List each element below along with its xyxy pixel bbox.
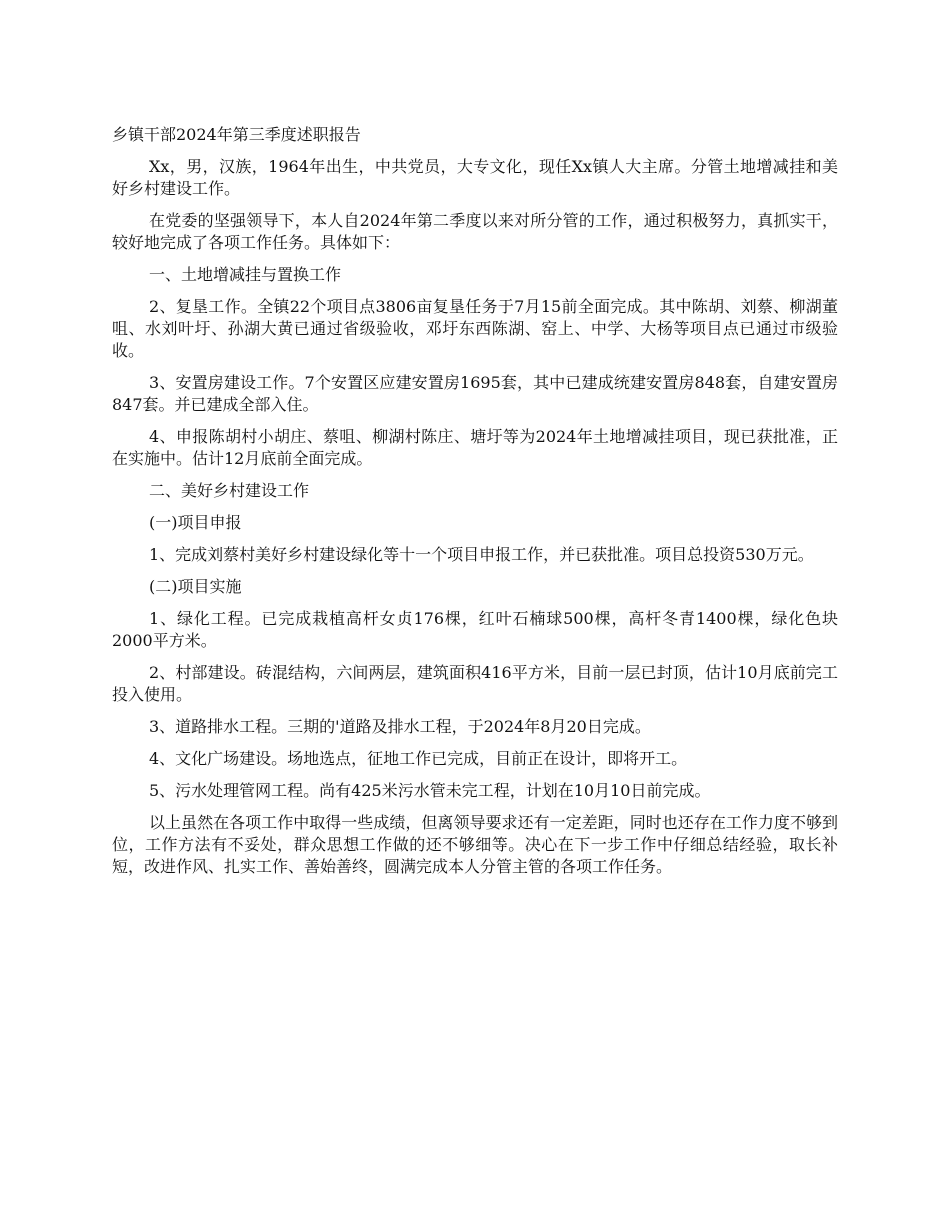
document-body — [112, 124, 838, 888]
section-heading-rural: 二、美好乡村建设工作 — [149, 481, 310, 500]
paragraph-intro: 在党委的坚强领导下，本人自2024年第二季度以来对所分管的工作，通过积极努力，真抓实干，较好地完成了各项工作任务。具体如下： — [112, 211, 838, 252]
subsection-heading-implementation: (二)项目实施 — [149, 577, 242, 596]
section-heading-land: 一、土地增减挂与置换工作 — [149, 265, 342, 284]
paragraph-greening: 1、绿化工程。已完成栽植高杆女贞176棵，红叶石楠球500棵，高杆冬青1400棵，绿化色块2000平方米。 — [112, 609, 838, 650]
document-title: 乡镇干部2024年第三季度述职报告 — [112, 125, 361, 144]
subsection-heading-application: (一)项目申报 — [149, 513, 242, 532]
paragraph-conclusion: 以上虽然在各项工作中取得一些成绩，但离领导要求还有一定差距，同时也还存在工作力度不够到位，工作方法有不妥处，群众思想工作做的还不够细等。决心在下一步工作中仔细总结经验，取长补短，改进作风、扎实工作、善始善终，圆满完成本人分管主管的各项工作任务。 — [112, 813, 838, 876]
paragraph-land-project-application: 4、申报陈胡村小胡庄、蔡咀、柳湖村陈庄、塘圩等为2024年土地增减挂项目，现已获批准，正在实施中。估计12月底前全面完成。 — [112, 427, 838, 468]
paragraph-reclamation: 2、复垦工作。全镇22个项目点3806亩复垦任务于7月15前全面完成。其中陈胡、刘蔡、柳湖董咀、水刘叶圩、孙湖大黄已通过省级验收，邓圩东西陈湖、窑上、中学、大杨等项目点已通过市级验收。 — [112, 297, 838, 360]
paragraph-personal-info: Xx，男，汉族，1964年出生，中共党员，大专文化，现任Xx镇人大主席。分管土地增减挂和美好乡村建设工作。 — [112, 157, 838, 198]
paragraph-village-office: 2、村部建设。砖混结构，六间两层，建筑面积416平方米，目前一层已封顶，估计10月底前完工投入使用。 — [112, 663, 838, 704]
paragraph-culture-square: 4、文化广场建设。场地选点，征地工作已完成，目前正在设计，即将开工。 — [149, 749, 688, 768]
paragraph-project-application: 1、完成刘蔡村美好乡村建设绿化等十一个项目申报工作，并已获批准。项目总投资530万元。 — [149, 545, 814, 564]
paragraph-resettlement-housing: 3、安置房建设工作。7个安置区应建安置房1695套，其中已建成统建安置房848套，自建安置房847套。并已建成全部入住。 — [112, 373, 838, 414]
paragraph-sewage-network: 5、污水处理管网工程。尚有425米污水管未完工程，计划在10月10日前完成。 — [149, 781, 711, 800]
paragraph-road-drainage: 3、道路排水工程。三期的'道路及排水工程，于2024年8月20日完成。 — [149, 717, 651, 736]
